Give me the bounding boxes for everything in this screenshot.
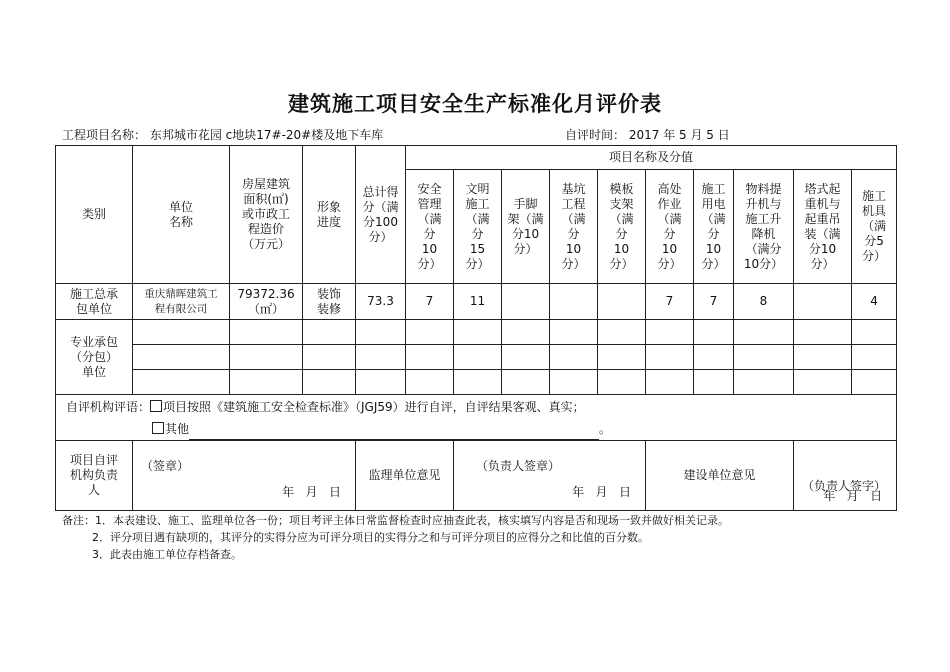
- empty-cell: [230, 320, 303, 345]
- general-contractor-progress: 装饰 装修: [303, 284, 356, 320]
- empty-cell: [303, 320, 356, 345]
- note-line-3: 3．此表由施工单位存档备查。: [92, 548, 242, 561]
- header-item-civilized-construction: 文明 施工 （满 分 15 分）: [454, 170, 502, 284]
- empty-cell: [646, 345, 694, 370]
- empty-cell: [734, 370, 794, 395]
- empty-cell: [734, 345, 794, 370]
- empty-cell: [550, 370, 598, 395]
- empty-cell: [550, 345, 598, 370]
- empty-cell: [133, 370, 230, 395]
- empty-cell: [694, 370, 734, 395]
- general-contractor-unit: 重庆鼎晖建筑工 程有限公司: [133, 284, 230, 320]
- score-cell: 7: [646, 284, 694, 320]
- empty-cell: [502, 345, 550, 370]
- empty-cell: [502, 370, 550, 395]
- header-item-safety-management: 安全 管理 （满 分 10 分）: [406, 170, 454, 284]
- header-total-score: 总计得 分（满 分100 分）: [356, 146, 406, 284]
- empty-cell: [406, 370, 454, 395]
- header-row-1: [56, 146, 897, 170]
- responsible-signature-cell: [133, 441, 356, 511]
- empty-cell: [356, 345, 406, 370]
- empty-cell: [598, 370, 646, 395]
- header-item-tower-crane: 塔式起 重机与 起重吊 装（满 分10 分）: [794, 170, 852, 284]
- comment-label: 自评机构评语：: [66, 399, 151, 414]
- comment-text-standard: 项目按照《建筑施工安全检查标准》（JGJ59）进行自评，自评结果客观、真实；: [163, 399, 585, 414]
- empty-cell: [502, 320, 550, 345]
- score-cell: 11: [454, 284, 502, 320]
- score-cell: [550, 284, 598, 320]
- checkbox-standard[interactable]: [150, 400, 162, 412]
- empty-cell: [598, 345, 646, 370]
- header-area: 房屋建筑 面积(㎡) 或市政工 程造价 （万元）: [230, 146, 303, 284]
- header-unit-name: 单位 名称: [133, 146, 230, 284]
- empty-cell: [852, 370, 897, 395]
- comment-line-end: 。: [599, 421, 612, 436]
- header-category: 类别: [56, 146, 133, 284]
- general-contractor-total: 73.3: [356, 284, 406, 320]
- note-line-2: 2．评分项目遇有缺项的，其评分的实得分应为可评分项目的实得分之和与可评分项目的应得分之和比值的百分数。: [92, 531, 649, 544]
- supervision-signature-cell: [454, 441, 646, 511]
- subcontractor-category: 专业承包 （分包） 单位: [56, 320, 133, 395]
- empty-cell: [852, 345, 897, 370]
- header-item-formwork-support: 模板 支架 （满 分 10 分）: [598, 170, 646, 284]
- other-blank-line[interactable]: [189, 427, 599, 440]
- checkbox-other[interactable]: [152, 422, 164, 434]
- notes-block: [62, 512, 729, 563]
- header-item-work-at-height: 高处 作业 （满 分 10 分）: [646, 170, 694, 284]
- subcontractor-row: [56, 345, 897, 370]
- construction-signature-cell: [794, 441, 897, 511]
- general-contractor-row: [56, 284, 897, 320]
- header-item-electricity: 施工 用电 （满 分 10 分）: [694, 170, 734, 284]
- empty-cell: [598, 320, 646, 345]
- supervision-opinion-label: 监理单位意见: [356, 441, 454, 511]
- empty-cell: [852, 320, 897, 345]
- form-title: 建筑施工项目安全生产标准化月评价表: [288, 91, 662, 116]
- evaluation-date-label: 自评时间：: [565, 128, 626, 142]
- subcontractor-row: [56, 320, 897, 345]
- subcontractor-row: [56, 370, 897, 395]
- empty-cell: [646, 320, 694, 345]
- comment-row: [56, 395, 897, 441]
- header-item-hoist: 物料提 升机与 施工升 降机 （满分 10分）: [734, 170, 794, 284]
- empty-cell: [356, 370, 406, 395]
- header-items-group: 项目名称及分值: [406, 146, 897, 170]
- empty-cell: [794, 345, 852, 370]
- construction-opinion-label: 建设单位意见: [646, 441, 794, 511]
- score-cell: 8: [734, 284, 794, 320]
- comment-cell: [56, 395, 897, 441]
- empty-cell: [550, 320, 598, 345]
- project-name-value: 东邦城市花园 c地块17#-20#楼及地下车库: [149, 128, 384, 142]
- comment-line-1: [66, 396, 894, 418]
- empty-cell: [356, 320, 406, 345]
- signature-row: [56, 441, 897, 511]
- responsible-person-label: 项目自评 机构负责 人: [56, 441, 133, 511]
- score-cell: 7: [694, 284, 734, 320]
- empty-cell: [133, 320, 230, 345]
- empty-cell: [694, 345, 734, 370]
- empty-cell: [646, 370, 694, 395]
- score-cell: [794, 284, 852, 320]
- empty-cell: [230, 370, 303, 395]
- project-name-label: 工程项目名称：: [62, 128, 147, 142]
- score-cell: [502, 284, 550, 320]
- signature-date-3: 年 月 日: [823, 489, 883, 503]
- construction-sign-text: （负责人签字）: [802, 479, 887, 493]
- header-item-machinery: 施工 机具 （满 分5 分）: [852, 170, 897, 284]
- signature-date-2: 年 月 日: [572, 485, 631, 499]
- empty-cell: [303, 345, 356, 370]
- header-item-scaffold: 手脚 架（满 分10 分）: [502, 170, 550, 284]
- score-cell: 7: [406, 284, 454, 320]
- empty-cell: [454, 320, 502, 345]
- empty-cell: [406, 320, 454, 345]
- empty-cell: [694, 320, 734, 345]
- empty-cell: [133, 345, 230, 370]
- project-name-line: [62, 126, 383, 143]
- empty-cell: [230, 345, 303, 370]
- empty-cell: [406, 345, 454, 370]
- empty-cell: [734, 320, 794, 345]
- comment-other-label: 其他: [165, 421, 190, 436]
- evaluation-date-line: [565, 126, 730, 143]
- empty-cell: [454, 370, 502, 395]
- general-contractor-area: 79372.36 （㎡）: [230, 284, 303, 320]
- header-progress: 形象 进度: [303, 146, 356, 284]
- comment-line-2: [66, 418, 894, 440]
- signature-date-1: 年 月 日: [282, 485, 341, 499]
- seal-text: （签章）: [141, 459, 190, 473]
- empty-cell: [454, 345, 502, 370]
- evaluation-date-value: 2017 年 5 月 5 日: [628, 128, 730, 142]
- general-contractor-category: 施工总承 包单位: [56, 284, 133, 320]
- note-line-1: 备注：1．本表建设、施工、监理单位各一份；项目考评主体日常监督检查时应抽查此表，核实填写内容是否和现场一致并做好相关记录。: [62, 514, 729, 527]
- empty-cell: [794, 370, 852, 395]
- evaluation-table: [55, 145, 897, 511]
- empty-cell: [303, 370, 356, 395]
- empty-cell: [794, 320, 852, 345]
- score-cell: [598, 284, 646, 320]
- score-cell: 4: [852, 284, 897, 320]
- supervision-sign-text: （负责人签章）: [476, 459, 561, 473]
- header-item-foundation-pit: 基坑 工程 （满 分 10 分）: [550, 170, 598, 284]
